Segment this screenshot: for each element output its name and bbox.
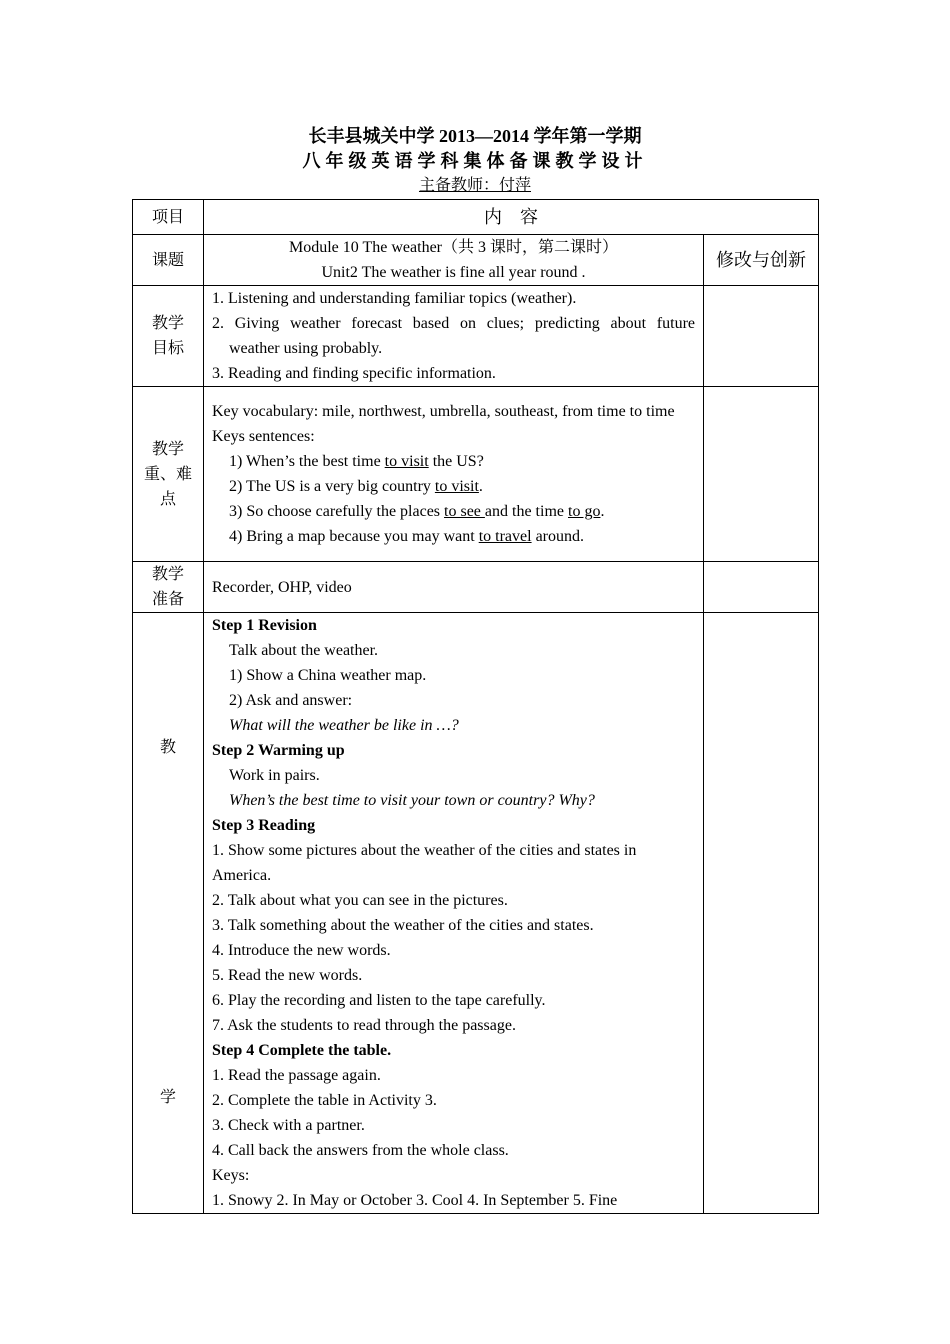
table-header-row [133, 200, 819, 235]
step-1-b: 1) Show a China weather map. [229, 667, 427, 684]
step-3-item-7: 7. Ask the students to read through the passage. [212, 1017, 516, 1034]
key-points-row [133, 387, 819, 562]
topic-row [133, 235, 819, 286]
key-sentence-1: 1) When’s the best time to visit the US? [229, 453, 484, 470]
key-points-label: 教学 重、难 点 [133, 387, 204, 562]
step-4-item-4: 4. Call back the answers from the whole class. [212, 1142, 509, 1159]
document-title: 长丰县城关中学 2013—2014 学年第一学期 [308, 126, 642, 146]
lesson-plan-table [132, 199, 819, 1214]
step-2-b: When’s the best time to visit your town or country? Why? [229, 792, 595, 809]
key-vocabulary: Key vocabulary: mile, northwest, umbrella, southeast, from time to time [212, 403, 675, 420]
procedure-content [204, 613, 704, 1214]
step-3-item-6: 6. Play the recording and listen to the tape carefully. [212, 992, 546, 1009]
topic-content [204, 235, 704, 286]
step-1-c: 2) Ask and answer: [229, 692, 353, 709]
goal-2-cont: weather using probably. [229, 340, 383, 357]
step-4-item-3: 3. Check with a partner. [212, 1117, 365, 1134]
step-4-item-2: 2. Complete the table in Activity 3. [212, 1092, 437, 1109]
keys-sentences-label: Keys sentences: [212, 428, 315, 445]
procedure-label-xue: 学 [159, 1089, 176, 1106]
goals-label: 教学 目标 [133, 286, 204, 387]
procedure-revise-cell [704, 613, 819, 1214]
goal-1: 1. Listening and understanding familiar topics (weather). [212, 290, 577, 307]
step-4-item-1: 1. Read the passage again. [212, 1067, 381, 1084]
procedure-row [133, 613, 819, 1214]
step-4-heading: Step 4 Complete the table. [212, 1042, 392, 1059]
step-3-item-3: 3. Talk something about the weather of the cities and states. [212, 917, 594, 934]
revise-label: 修改与创新 [704, 235, 819, 286]
preparation-content: Recorder, OHP, video [204, 562, 704, 613]
preparation-revise-cell [704, 562, 819, 613]
step-3-item-5: 5. Read the new words. [212, 967, 363, 984]
goals-revise-cell [704, 286, 819, 387]
key-sentence-3: 3) So choose carefully the places to see and the time to go. [229, 503, 605, 520]
key-points-content [204, 387, 704, 562]
key-sentence-2: 2) The US is a very big country to visit. [229, 478, 483, 495]
header-label: 项目 [133, 200, 204, 235]
header-content: 内 容 [204, 200, 819, 235]
preparation-row [133, 562, 819, 613]
step-3-item-1: 1. Show some pictures about the weather of the cities and states in America. [212, 842, 637, 884]
preparation-label: 教学 准备 [133, 562, 204, 613]
topic-label: 课题 [133, 235, 204, 286]
keys-label: Keys: [212, 1167, 250, 1184]
step-2-a: Work in pairs. [229, 767, 320, 784]
procedure-label [133, 613, 204, 1214]
step-1-heading: Step 1 Revision [212, 617, 317, 634]
goal-2: 2. Giving weather forecast based on clues; predicting about future [212, 315, 695, 332]
topic-line-1: Module 10 The weather（共 3 课时，第二课时） [289, 239, 618, 256]
keys-answers: 1. Snowy 2. In May or October 3. Cool 4. In September 5. Fine [212, 1192, 618, 1209]
goals-content [204, 286, 704, 387]
step-3-item-2: 2. Talk about what you can see in the pictures. [212, 892, 508, 909]
step-2-heading: Step 2 Warming up [212, 742, 345, 759]
step-1-d: What will the weather be like in …? [229, 717, 459, 734]
step-3-heading: Step 3 Reading [212, 817, 316, 834]
goal-3: 3. Reading and finding specific information. [212, 365, 496, 382]
key-points-revise-cell [704, 387, 819, 562]
lead-teacher: 主备教师：付萍 [418, 177, 531, 194]
step-1-a: Talk about the weather. [229, 642, 379, 659]
step-3-item-4: 4. Introduce the new words. [212, 942, 391, 959]
goals-row [133, 286, 819, 387]
key-sentence-4: 4) Bring a map because you may want to travel around. [229, 528, 585, 545]
document-subtitle: 八年级英语学科集体备课教学设计 [302, 151, 648, 171]
procedure-label-jiao: 教 [159, 739, 176, 756]
topic-line-2: Unit2 The weather is fine all year round . [321, 264, 586, 281]
